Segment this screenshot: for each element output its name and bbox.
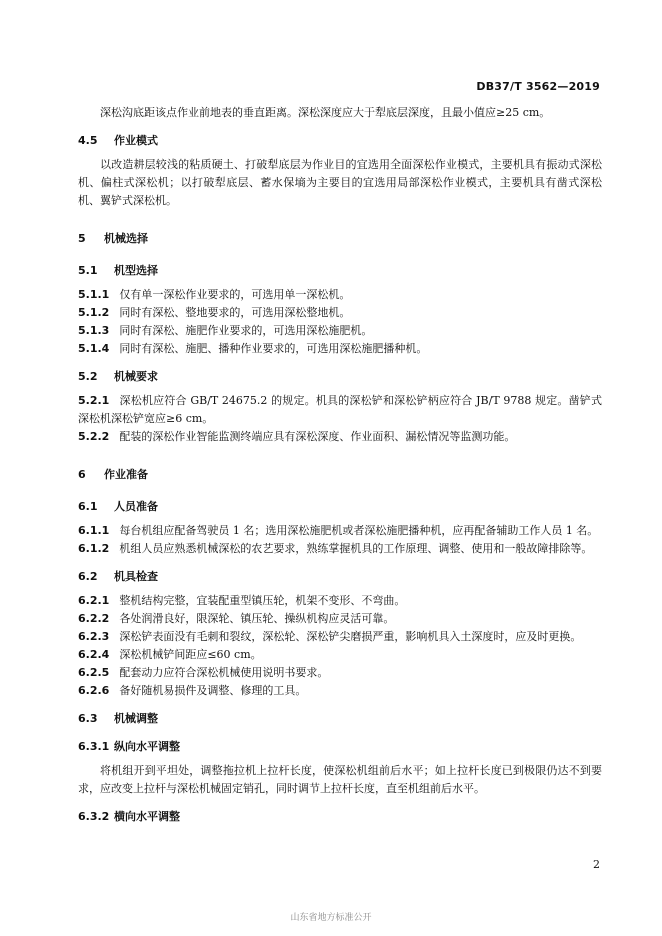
clause-text: 深松铲表面没有毛刺和裂纹，深松轮、深松铲尖磨损严重，影响机具入土深度时，应及时更换。 xyxy=(119,630,582,643)
clause-6-2-4 xyxy=(78,646,602,664)
chapter-title: 作业准备 xyxy=(104,468,148,481)
subsection-6-3-2-heading xyxy=(78,808,602,826)
document-body xyxy=(78,104,602,826)
page-number: 2 xyxy=(593,858,600,871)
clause-number: 5.1.3 xyxy=(78,324,110,337)
clause-text: 各处润滑良好，限深轮、镇压轮、操纵机构应灵活可靠。 xyxy=(119,612,395,625)
clause-5-2-2 xyxy=(78,428,602,446)
clause-text: 备好随机易损件及调整、修理的工具。 xyxy=(119,684,307,697)
clause-number: 6.2.3 xyxy=(78,630,110,643)
section-title: 人员准备 xyxy=(114,500,158,513)
clause-number: 6.2.6 xyxy=(78,684,110,697)
clause-number: 5.1.4 xyxy=(78,342,110,355)
clause-text: 同时有深松、整地要求的，可选用深松整地机。 xyxy=(119,306,351,319)
clause-text: 同时有深松、施肥作业要求的，可选用深松施肥机。 xyxy=(119,324,373,337)
clause-6-2-6 xyxy=(78,682,602,700)
section-number: 5.2 xyxy=(78,370,98,383)
clause-6-1-1 xyxy=(78,522,602,540)
section-title: 作业模式 xyxy=(114,134,158,147)
clause-text: 同时有深松、施肥、播种作业要求的，可选用深松施肥播种机。 xyxy=(119,342,428,355)
clause-6-2-5 xyxy=(78,664,602,682)
section-5-2-heading xyxy=(78,368,602,386)
chapter-title: 机械选择 xyxy=(104,232,148,245)
clause-6-2-1 xyxy=(78,592,602,610)
clause-number: 6.2.1 xyxy=(78,594,110,607)
clause-text: 深松机械铲间距应≤60 cm。 xyxy=(119,648,262,661)
clause-text: 仅有单一深松作业要求的，可选用单一深松机。 xyxy=(119,288,351,301)
subsection-number: 6.3.1 xyxy=(78,740,110,753)
clause-number: 5.2.2 xyxy=(78,430,110,443)
subsection-number: 6.3.2 xyxy=(78,810,110,823)
clause-text: 每台机组应配备驾驶员 1 名；选用深松施肥机或者深松施肥播种机，应再配备辅助工作人员 1 名。 xyxy=(119,524,599,537)
clause-number: 5.1.2 xyxy=(78,306,110,319)
section-title: 机型选择 xyxy=(114,264,158,277)
clause-text: 机组人员应熟悉机械深松的农艺要求，熟练掌握机具的工作原理、调整、使用和一般故障排除等。 xyxy=(119,542,593,555)
subsection-6-3-1-heading xyxy=(78,738,602,756)
clause-5-1-2 xyxy=(78,304,602,322)
clause-6-2-2 xyxy=(78,610,602,628)
section-number: 6.1 xyxy=(78,500,98,513)
chapter-5-heading xyxy=(78,230,602,248)
clause-number: 5.2.1 xyxy=(78,394,110,407)
clause-5-1-4 xyxy=(78,340,602,358)
section-number: 6.3 xyxy=(78,712,98,725)
section-number: 6.2 xyxy=(78,570,98,583)
paragraph-longitudinal-adjustment: 将机组开到平坦处，调整拖拉机上拉杆长度，使深松机组前后水平；如上拉杆长度已到极限仍达不到要求，应改变上拉杆与深松机械固定销孔，同时调节上拉杆长度，直至机组前后水平。 xyxy=(78,764,602,795)
section-title: 机械调整 xyxy=(114,712,158,725)
paragraph-work-mode: 以改造耕层较浅的粘质硬土、打破犁底层为作业目的宜选用全面深松作业模式，主要机具有振动式深松机、偏柱式深松机；以打破犁底层、蓄水保墒为主要目的宜选用局部深松作业模式，主要机具有凿式深松机、翼铲式深松机。 xyxy=(78,158,602,207)
chapter-6-heading xyxy=(78,466,602,484)
clause-text: 深松机应符合 GB/T 24675.2 的规定。机具的深松铲和深松铲柄应符合 JB/T 9788 规定。凿铲式深松机深松铲宽应≥6 cm。 xyxy=(78,394,602,425)
paragraph-depth-definition: 深松沟底距该点作业前地表的垂直距离。深松深度应大于犁底层深度，且最小值应≥25 cm。 xyxy=(100,106,551,119)
section-4-5-heading xyxy=(78,132,602,150)
clause-text: 配装的深松作业智能监测终端应具有深松深度、作业面积、漏松情况等监测功能。 xyxy=(119,430,516,443)
clause-number: 6.2.2 xyxy=(78,612,110,625)
clause-5-1-3 xyxy=(78,322,602,340)
clause-text: 配套动力应符合深松机械使用说明书要求。 xyxy=(119,666,329,679)
section-title: 机械要求 xyxy=(114,370,158,383)
footer-watermark: 山东省地方标准公开 xyxy=(290,913,372,923)
clause-text: 整机结构完整，宜装配重型镇压轮，机架不变形、不弯曲。 xyxy=(119,594,406,607)
section-6-3-heading xyxy=(78,710,602,728)
clause-number: 6.1.1 xyxy=(78,524,110,537)
subsection-title: 纵向水平调整 xyxy=(114,740,180,753)
clause-number: 6.2.4 xyxy=(78,648,110,661)
section-5-1-heading xyxy=(78,262,602,280)
section-title: 机具检查 xyxy=(114,570,158,583)
section-6-2-heading xyxy=(78,568,602,586)
document-code-header: DB37/T 3562—2019 xyxy=(476,80,600,93)
clause-number: 6.1.2 xyxy=(78,542,110,555)
clause-5-1-1 xyxy=(78,286,602,304)
clause-6-1-2 xyxy=(78,540,602,558)
clause-6-2-3 xyxy=(78,628,602,646)
chapter-number: 5 xyxy=(78,232,86,245)
section-6-1-heading xyxy=(78,498,602,516)
chapter-number: 6 xyxy=(78,468,86,481)
subsection-title: 横向水平调整 xyxy=(114,810,180,823)
section-number: 5.1 xyxy=(78,264,98,277)
clause-number: 5.1.1 xyxy=(78,288,110,301)
clause-5-2-1 xyxy=(78,392,602,428)
section-number: 4.5 xyxy=(78,134,98,147)
clause-number: 6.2.5 xyxy=(78,666,110,679)
